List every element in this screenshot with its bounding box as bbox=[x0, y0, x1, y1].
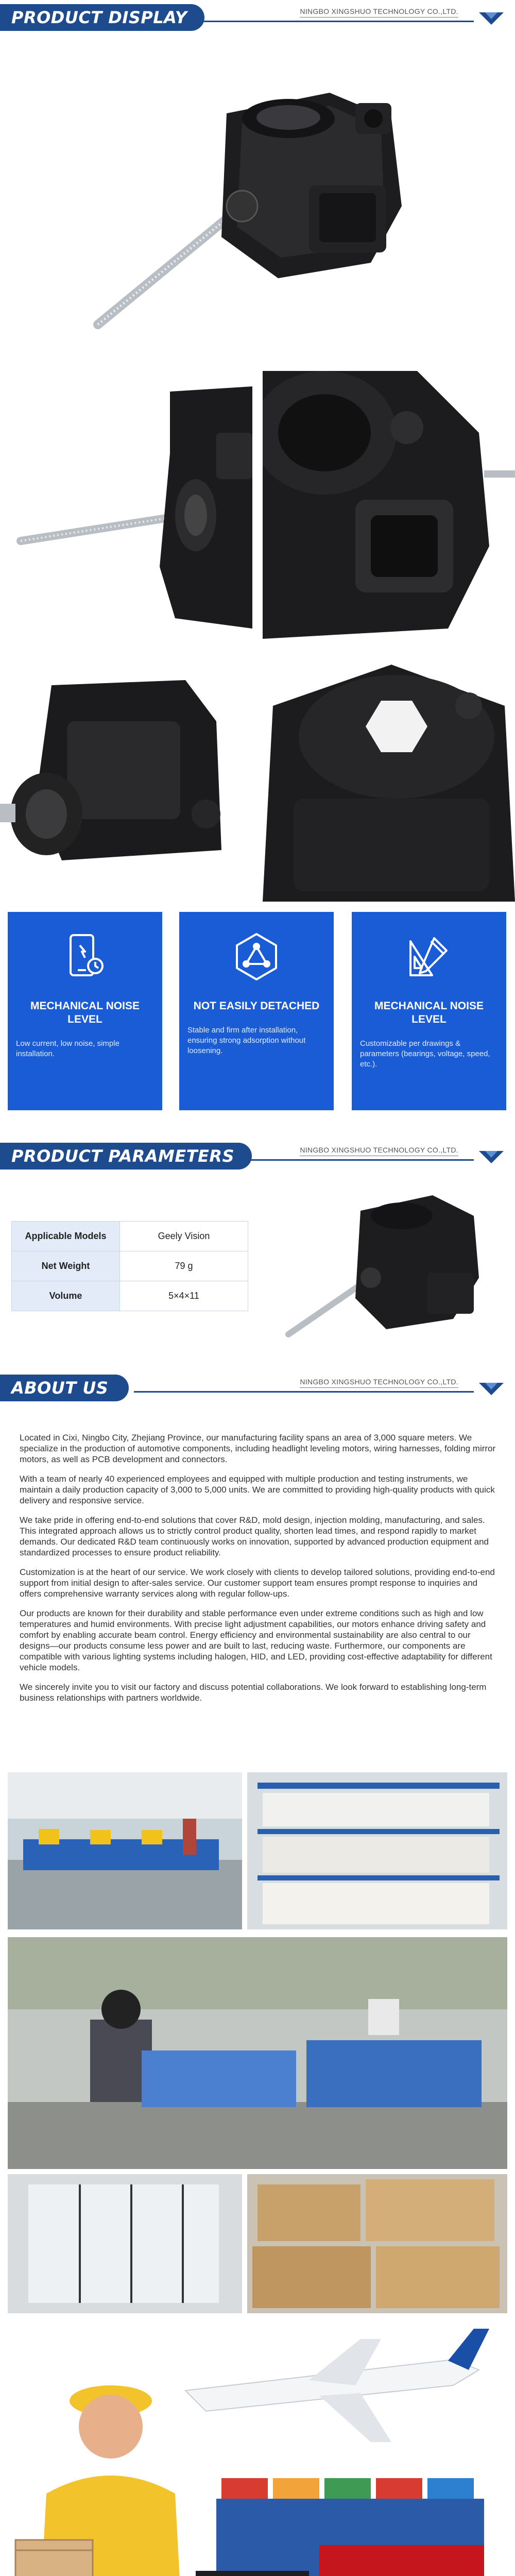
feature-desc: Stable and firm after installation, ensuring strong adsorption without loosening. bbox=[187, 1026, 306, 1055]
company-name: NINGBO XINGSHUO TECHNOLOGY CO.,LTD. bbox=[300, 7, 458, 15]
param-value: 5×4×11 bbox=[120, 1281, 248, 1311]
about-paragraph: Located in Cixi, Ningbo City, Zhejiang Province, our manufacturing facility spans an area of 3,000 square meters. We specialize in the production of automotive components, including headlight leveling motors, wiring harnesses, folding mirror motors, as well as PCB development and connectors. bbox=[20, 1433, 496, 1464]
triangle-mark-icon bbox=[478, 11, 505, 26]
product-photo-side bbox=[0, 371, 252, 639]
product-photo-rear bbox=[0, 644, 252, 902]
feature-title: NOT EASILY DETACHED bbox=[193, 1000, 320, 1012]
table-row bbox=[12, 1222, 248, 1251]
factory-photo-assembly bbox=[8, 1937, 507, 2169]
feature-desc: Customizable per drawings & parameters (bearings, voltage, speed, etc.). bbox=[360, 1039, 490, 1069]
feature-card-1 bbox=[8, 912, 162, 1110]
parameters-table bbox=[11, 1221, 248, 1311]
param-label: Applicable Models bbox=[12, 1222, 120, 1251]
feature-title: MECHANICAL NOISE LEVEL bbox=[374, 1000, 484, 1025]
section-title: PRODUCT DISPLAY bbox=[0, 4, 204, 31]
factory-photo-workshop bbox=[8, 1772, 242, 1929]
section-title: ABOUT US bbox=[0, 1375, 129, 1401]
table-row bbox=[12, 1251, 248, 1281]
about-text bbox=[20, 1432, 499, 1712]
feature-card-2 bbox=[179, 912, 334, 1110]
about-paragraph: We sincerely invite you to visit our factory and discuss potential collaborations. We look forward to establishing long-term business relationships with partners worldwide. bbox=[20, 1682, 487, 1703]
triangle-mark-icon bbox=[478, 1150, 505, 1164]
about-paragraph: We take pride in offering end-to-end solutions that cover R&D, mold design, injection molding, manufacturing, and sales. This integrated approach allows us to strictly control product quality, shorten lead times, and respond rapidly to market demands. Our dedicated R&D team continuously works on innovation, supported by advanced production equipment and standardized processes to ensure product reliability. bbox=[20, 1515, 489, 1557]
param-label: Net Weight bbox=[12, 1251, 120, 1281]
param-value: 79 g bbox=[120, 1251, 248, 1281]
factory-photo-office bbox=[8, 2174, 242, 2313]
about-paragraph: With a team of nearly 40 experienced employees and equipped with multiple production and testing instruments, we maintain a daily production capacity of 3,000 to 5,000 units. We are committed to providing high-quality products with quick delivery and responsive service. bbox=[20, 1474, 495, 1505]
drawing-tools-icon bbox=[401, 928, 457, 985]
about-paragraph: Our products are known for their durability and stable performance even under extreme conditions such as high and low temperatures and humid environments. With precise light adjustment capabilities, our motors enhance driving safety and comfort by enabling accurate beam control. Energy efficiency and environmental sustainability are also central to our designs—our products consume less power and are built to last, reducing waste. Furthermore, our components are compatible with various lighting systems including halogen, HID, and LED, providing cost-effective adaptability for different vehicle models. bbox=[20, 1608, 492, 1672]
feature-card-3 bbox=[352, 912, 506, 1110]
feature-desc: Low current, low noise, simple installation. bbox=[16, 1039, 119, 1058]
about-paragraph: Customization is at the heart of our service. We work closely with clients to develop tailored solutions, providing end-to-end support from initial design to after-sales service. Our customer support team ensures prompt response to inquiries and offers comprehensive warranty services along with regular follow-ups. bbox=[20, 1567, 495, 1599]
product-photo-main bbox=[0, 36, 515, 366]
section-header-display bbox=[0, 0, 515, 36]
param-label: Volume bbox=[12, 1281, 120, 1311]
product-photo-connector bbox=[263, 371, 515, 639]
header-rule bbox=[134, 1391, 474, 1393]
triangle-mark-icon bbox=[478, 1382, 505, 1396]
company-name: NINGBO XINGSHUO TECHNOLOGY CO.,LTD. bbox=[300, 1378, 458, 1386]
product-photo-top bbox=[263, 644, 515, 902]
triangle-hexagon-icon bbox=[228, 928, 285, 985]
company-name: NINGBO XINGSHUO TECHNOLOGY CO.,LTD. bbox=[300, 1146, 458, 1154]
factory-photo-warehouse bbox=[247, 1772, 507, 1929]
table-row bbox=[12, 1281, 248, 1311]
section-header-about bbox=[0, 1370, 515, 1406]
product-photo-params bbox=[273, 1180, 494, 1350]
param-value: Geely Vision bbox=[120, 1222, 248, 1251]
section-title: PRODUCT PARAMETERS bbox=[0, 1143, 252, 1170]
factory-photo-cartons bbox=[247, 2174, 507, 2313]
header-rule bbox=[196, 21, 474, 22]
phone-settings-icon bbox=[57, 928, 113, 985]
header-rule bbox=[242, 1159, 474, 1161]
logistics-illustration bbox=[0, 2324, 515, 2576]
feature-title: MECHANICAL NOISE LEVEL bbox=[30, 1000, 140, 1025]
section-header-parameters bbox=[0, 1139, 515, 1175]
